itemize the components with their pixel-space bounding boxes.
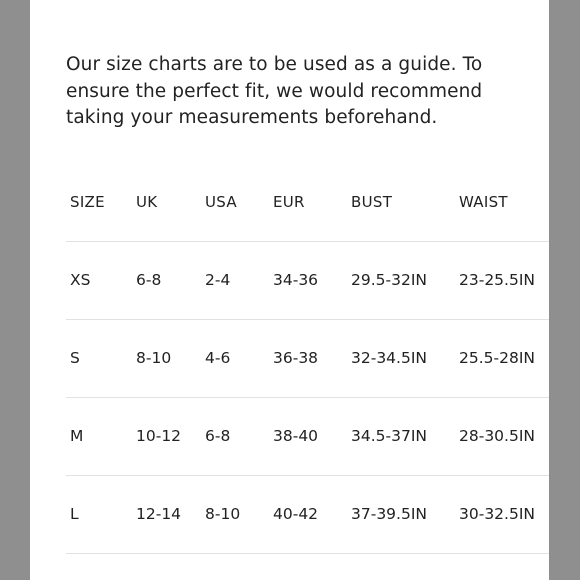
- header-eur: EUR: [273, 193, 305, 211]
- cell-uk: 12-14: [136, 505, 182, 523]
- cell-bust: 37-39.5IN: [351, 505, 427, 523]
- size-guide-intro: Our size charts are to be used as a guide. To ensure the perfect fit, we would recommend taking your measurements beforehand.: [66, 54, 483, 128]
- cell-usa: 6-8: [205, 427, 231, 445]
- header-waist: WAIST: [459, 193, 508, 211]
- table-row-xs: [66, 242, 549, 320]
- cell-eur: 40-42: [273, 505, 319, 523]
- cell-waist: 30-32.5IN: [459, 505, 535, 523]
- cell-bust: 34.5-37IN: [351, 427, 427, 445]
- cell-uk: 8-10: [136, 349, 172, 367]
- cell-eur: 34-36: [273, 271, 319, 289]
- header-uk: UK: [136, 193, 158, 211]
- cell-size: XS: [70, 271, 91, 289]
- cell-usa: 8-10: [205, 505, 241, 523]
- cell-size: S: [70, 349, 80, 367]
- cell-uk: 6-8: [136, 271, 162, 289]
- cell-size: L: [70, 505, 79, 523]
- cell-usa: 4-6: [205, 349, 231, 367]
- header-size: SIZE: [70, 193, 105, 211]
- cell-bust: 29.5-32IN: [351, 271, 427, 289]
- cell-waist: 25.5-28IN: [459, 349, 535, 367]
- table-header-row: [66, 164, 549, 242]
- table-row-m: [66, 398, 549, 476]
- cell-uk: 10-12: [136, 427, 182, 445]
- cell-size: M: [70, 427, 84, 445]
- size-table: [66, 164, 549, 554]
- cell-waist: 23-25.5IN: [459, 271, 535, 289]
- cell-usa: 2-4: [205, 271, 231, 289]
- header-bust: BUST: [351, 193, 393, 211]
- cell-eur: 38-40: [273, 427, 319, 445]
- table-row-s: [66, 320, 549, 398]
- header-usa: USA: [205, 193, 237, 211]
- size-guide-panel: [30, 0, 549, 580]
- cell-eur: 36-38: [273, 349, 319, 367]
- cell-waist: 28-30.5IN: [459, 427, 535, 445]
- table-row-l: [66, 476, 549, 554]
- cell-bust: 32-34.5IN: [351, 349, 427, 367]
